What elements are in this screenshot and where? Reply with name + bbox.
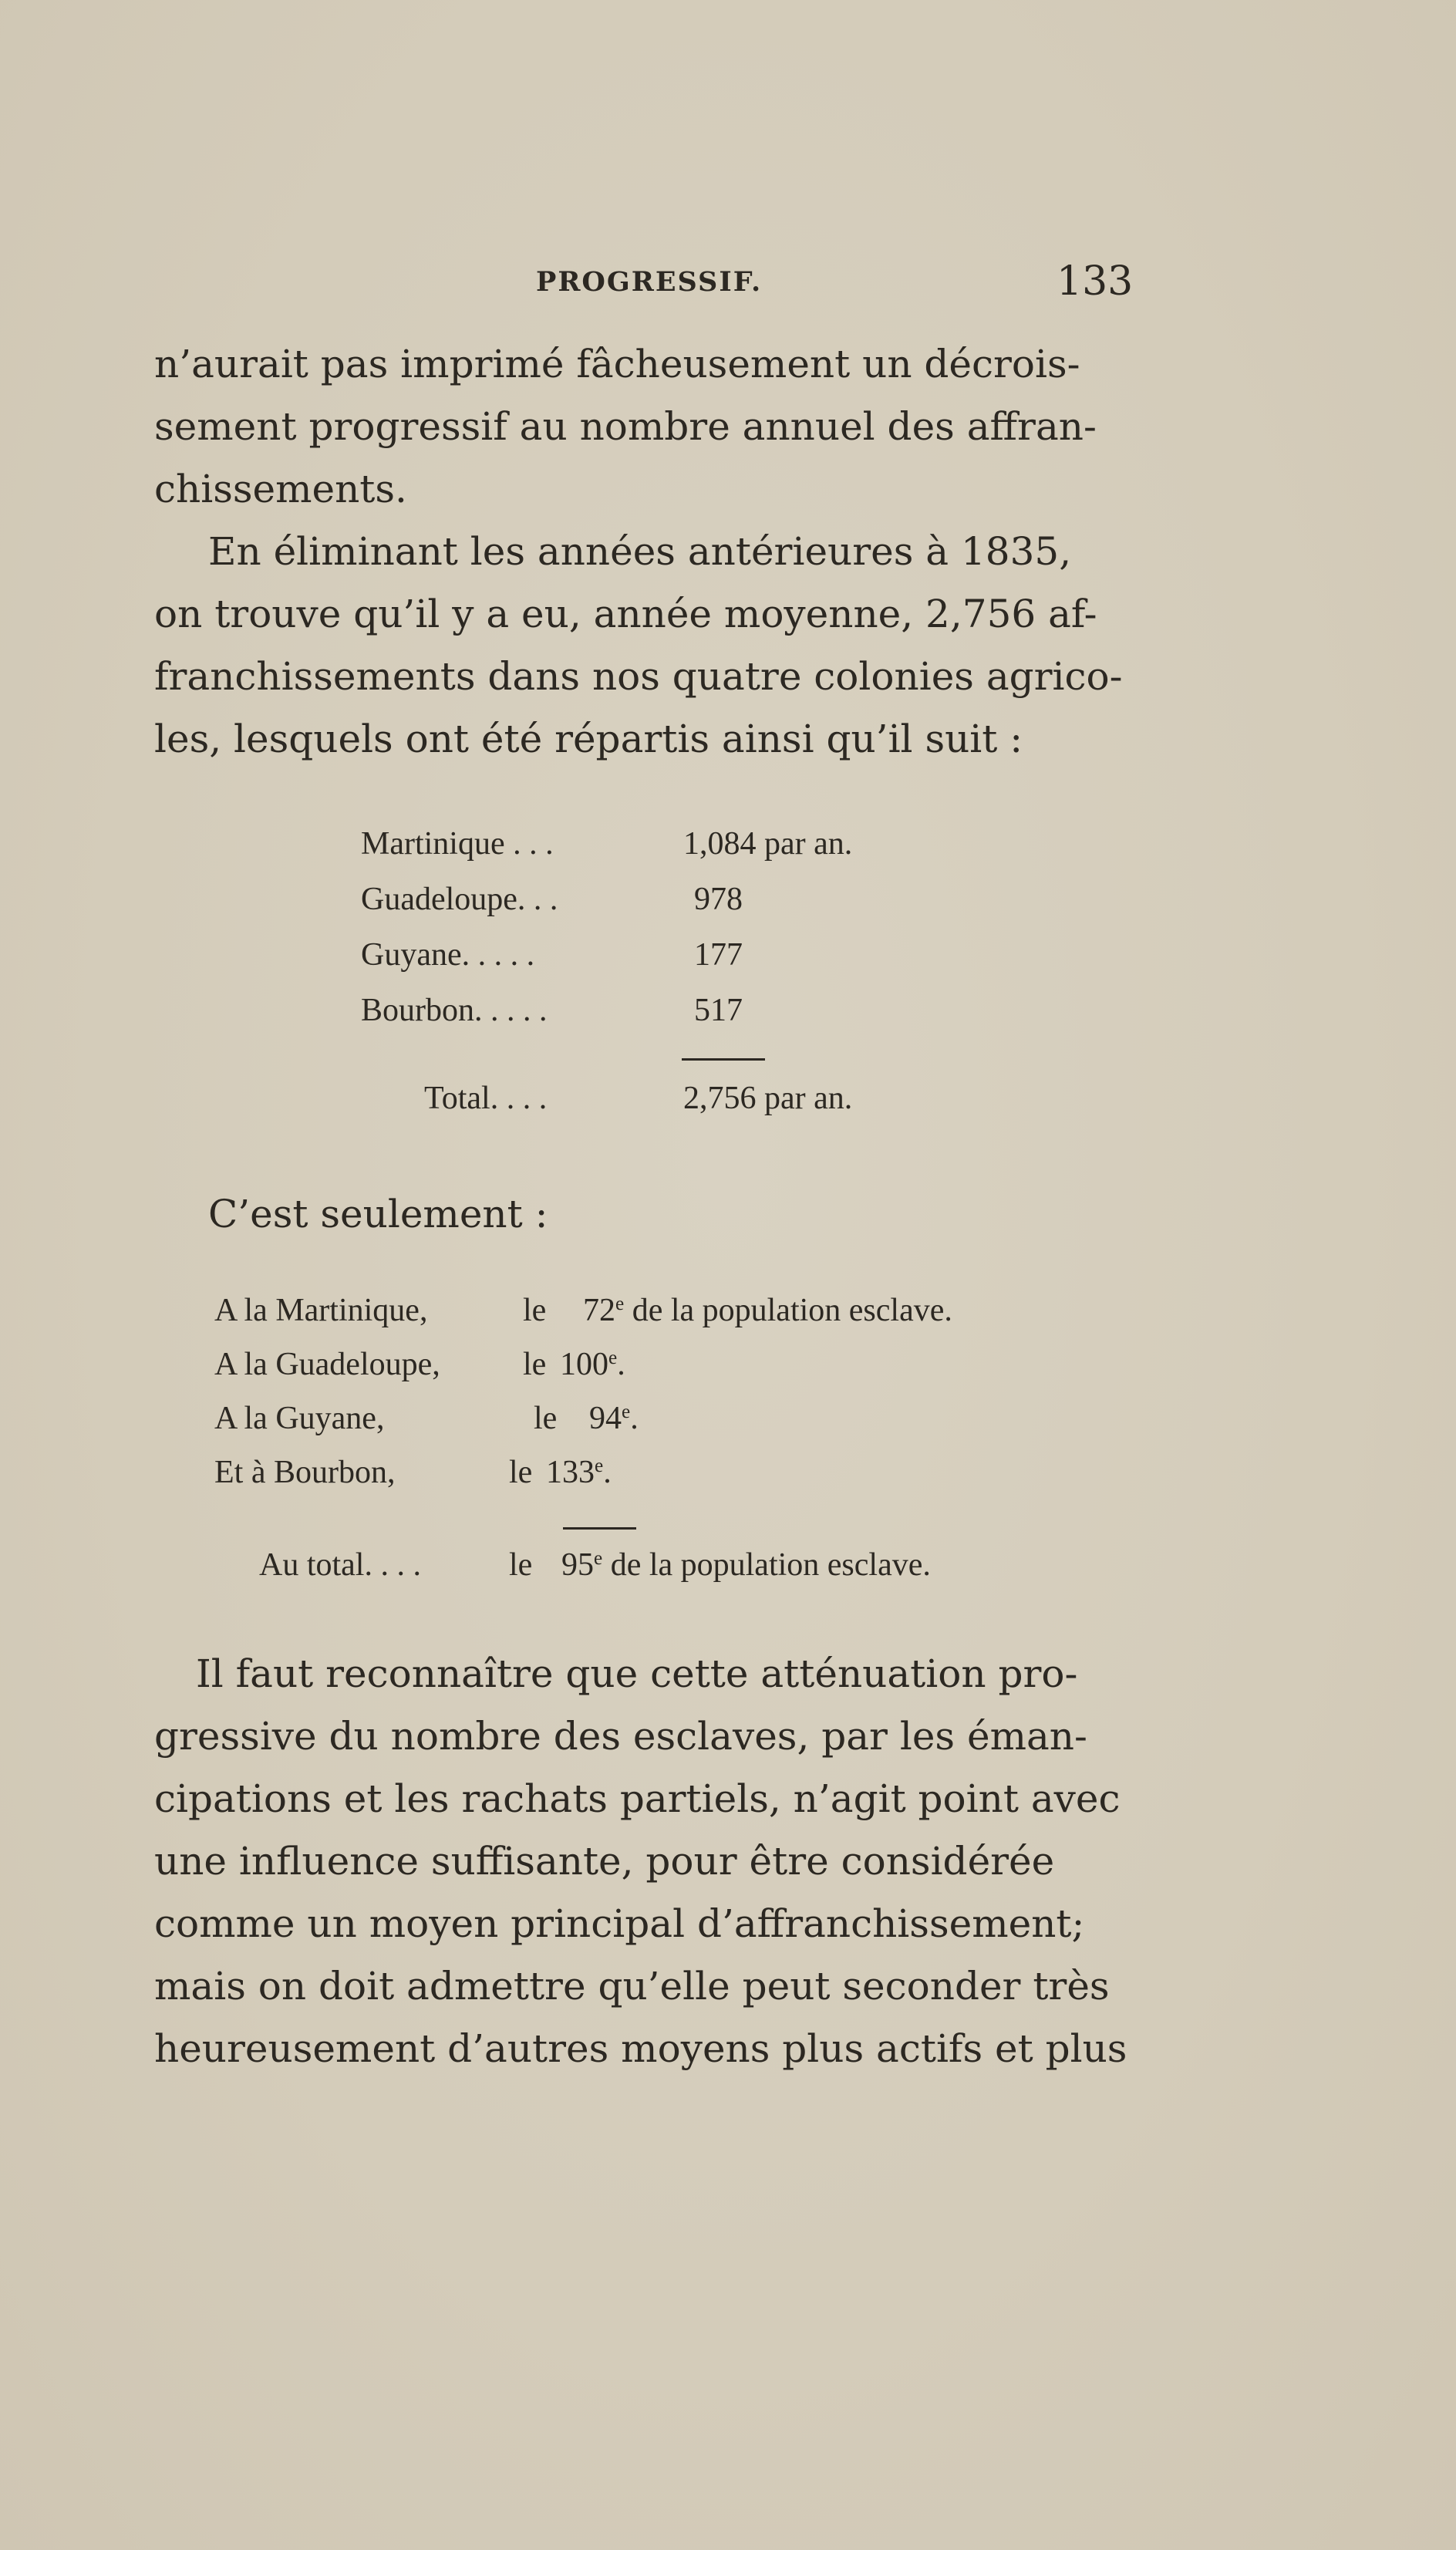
- table-row-value: 517: [694, 993, 743, 1028]
- fraction: 94e.: [589, 1401, 639, 1436]
- paragraph-2: [154, 521, 1149, 771]
- text-line: gressive du nombre des esclaves, par les éman-: [154, 1714, 1087, 1759]
- place-label: A la Guadeloupe,: [214, 1347, 440, 1382]
- table-row-label: Guyane. . . . .: [361, 937, 535, 973]
- sum-rule: [563, 1527, 636, 1530]
- text-line: n’aurait pas imprimé fâcheusement un décrois-: [154, 342, 1080, 386]
- table-row-value: 1,084 par an.: [683, 826, 853, 862]
- text-line: heureusement d’autres moyens plus actifs et plus: [154, 2026, 1127, 2071]
- place-label: A la Guyane,: [214, 1401, 385, 1436]
- table-total-label: Total. . . .: [424, 1081, 548, 1116]
- emancipations-table: [361, 825, 978, 1134]
- text-line: comme un moyen principal d’affranchissement;: [154, 1901, 1085, 1946]
- text-line: les, lesquels ont été répartis ainsi qu’il suit :: [154, 717, 1023, 761]
- article: le: [523, 1347, 547, 1382]
- text-line: Il faut reconnaître que cette atténuation pro-: [196, 1651, 1078, 1696]
- table-row-label: Bourbon. . . . .: [361, 993, 548, 1028]
- fraction: 133e.: [546, 1455, 612, 1490]
- article: le: [523, 1293, 547, 1328]
- running-head: PROGRESSIF.: [536, 266, 763, 298]
- place-label: Et à Bourbon,: [214, 1455, 396, 1490]
- section-intro: C’est seulement :: [208, 1192, 548, 1236]
- text-line: En éliminant les années antérieures à 1835,: [208, 529, 1072, 574]
- paragraph-1: [154, 333, 1149, 521]
- fraction: 95e de la population esclave.: [561, 1547, 931, 1583]
- text-line: chissements.: [154, 467, 407, 511]
- table-total-value: 2,756 par an.: [683, 1081, 853, 1116]
- table-row-label: Guadeloupe. . .: [361, 882, 558, 917]
- table-row-value: 978: [694, 882, 743, 917]
- fraction: 72e de la population esclave.: [583, 1293, 952, 1328]
- paragraph-3: [154, 1643, 1149, 2080]
- place-label: A la Martinique,: [214, 1293, 428, 1328]
- article: le: [509, 1455, 533, 1490]
- table-row-label: Martinique . . .: [361, 826, 554, 862]
- article: le: [534, 1401, 558, 1436]
- table-row-value: 177: [694, 937, 743, 973]
- text-line: cipations et les rachats partiels, n’agit point avec: [154, 1776, 1121, 1821]
- sum-rule: [682, 1058, 765, 1061]
- page-number: 133: [1057, 258, 1134, 305]
- text-line: sement progressif au nombre annuel des affran-: [154, 404, 1097, 449]
- article: le: [509, 1547, 533, 1583]
- text-line: on trouve qu’il y a eu, année moyenne, 2,756 af-: [154, 592, 1097, 636]
- text-line: mais on doit admettre qu’elle peut seconder très: [154, 1964, 1110, 2009]
- text-line: une influence suffisante, pour être considérée: [154, 1839, 1055, 1884]
- fraction: 100e.: [560, 1347, 625, 1382]
- proportion-table: [214, 1292, 1109, 1600]
- total-label: Au total. . . .: [259, 1547, 421, 1583]
- text-line: franchissements dans nos quatre colonies agrico-: [154, 654, 1123, 699]
